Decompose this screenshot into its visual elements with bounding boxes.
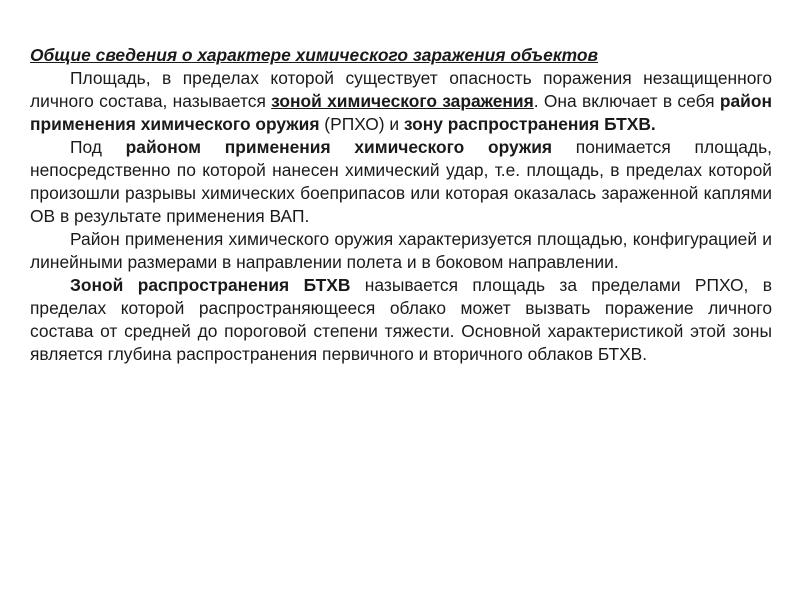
term-spread-zone-definition: Зоной распространения БТХВ [70, 275, 351, 295]
term-weapon-application-area: район применения химического оружия [30, 91, 772, 134]
paragraph-application-area [30, 136, 772, 228]
section-heading: Общие сведения о характере химического заражения объектов [30, 45, 599, 65]
p2-text-1: Под [70, 137, 126, 157]
term-spread-zone: зону распространения БТХВ. [403, 114, 656, 134]
p1-text-3: (РПХО) и [319, 114, 404, 134]
paragraph-chemical-zone [30, 67, 772, 136]
p2-text-2: понимается площадь, непосредственно по которой нанесен химический удар, т.е. площадь, в пределах которой произошли разрывы химических боеприпасов или которая оказалась зараженной каплями ОВ в результате применения ВАП. [30, 137, 772, 226]
p1-text-2: . Она включает в себя [533, 91, 720, 111]
term-application-area: районом применения химического оружия [125, 137, 553, 157]
paragraph-spread-zone [30, 274, 772, 366]
p3-text-1: Район применения химического оружия характеризуется площадью, конфигурацией и линейными размерами в направлении полета и в боковом направлении. [30, 229, 772, 272]
p4-text-1: называется площадь за пределами РПХО, в пределах которой распространяющееся облако может вызвать поражение личного состава от средней до пороговой степени тяжести. Основной характеристикой этой зоны является глубина распространения первичного и вторичного облаков БТХВ. [30, 275, 772, 364]
p1-text-1: Площадь, в пределах которой существует опасность поражения незащищенного личного состава, называется [30, 68, 772, 111]
term-chemical-contamination-zone: зоной химического заражения [271, 91, 534, 111]
text-content [30, 44, 772, 366]
paragraph-area-characteristics [30, 228, 772, 274]
